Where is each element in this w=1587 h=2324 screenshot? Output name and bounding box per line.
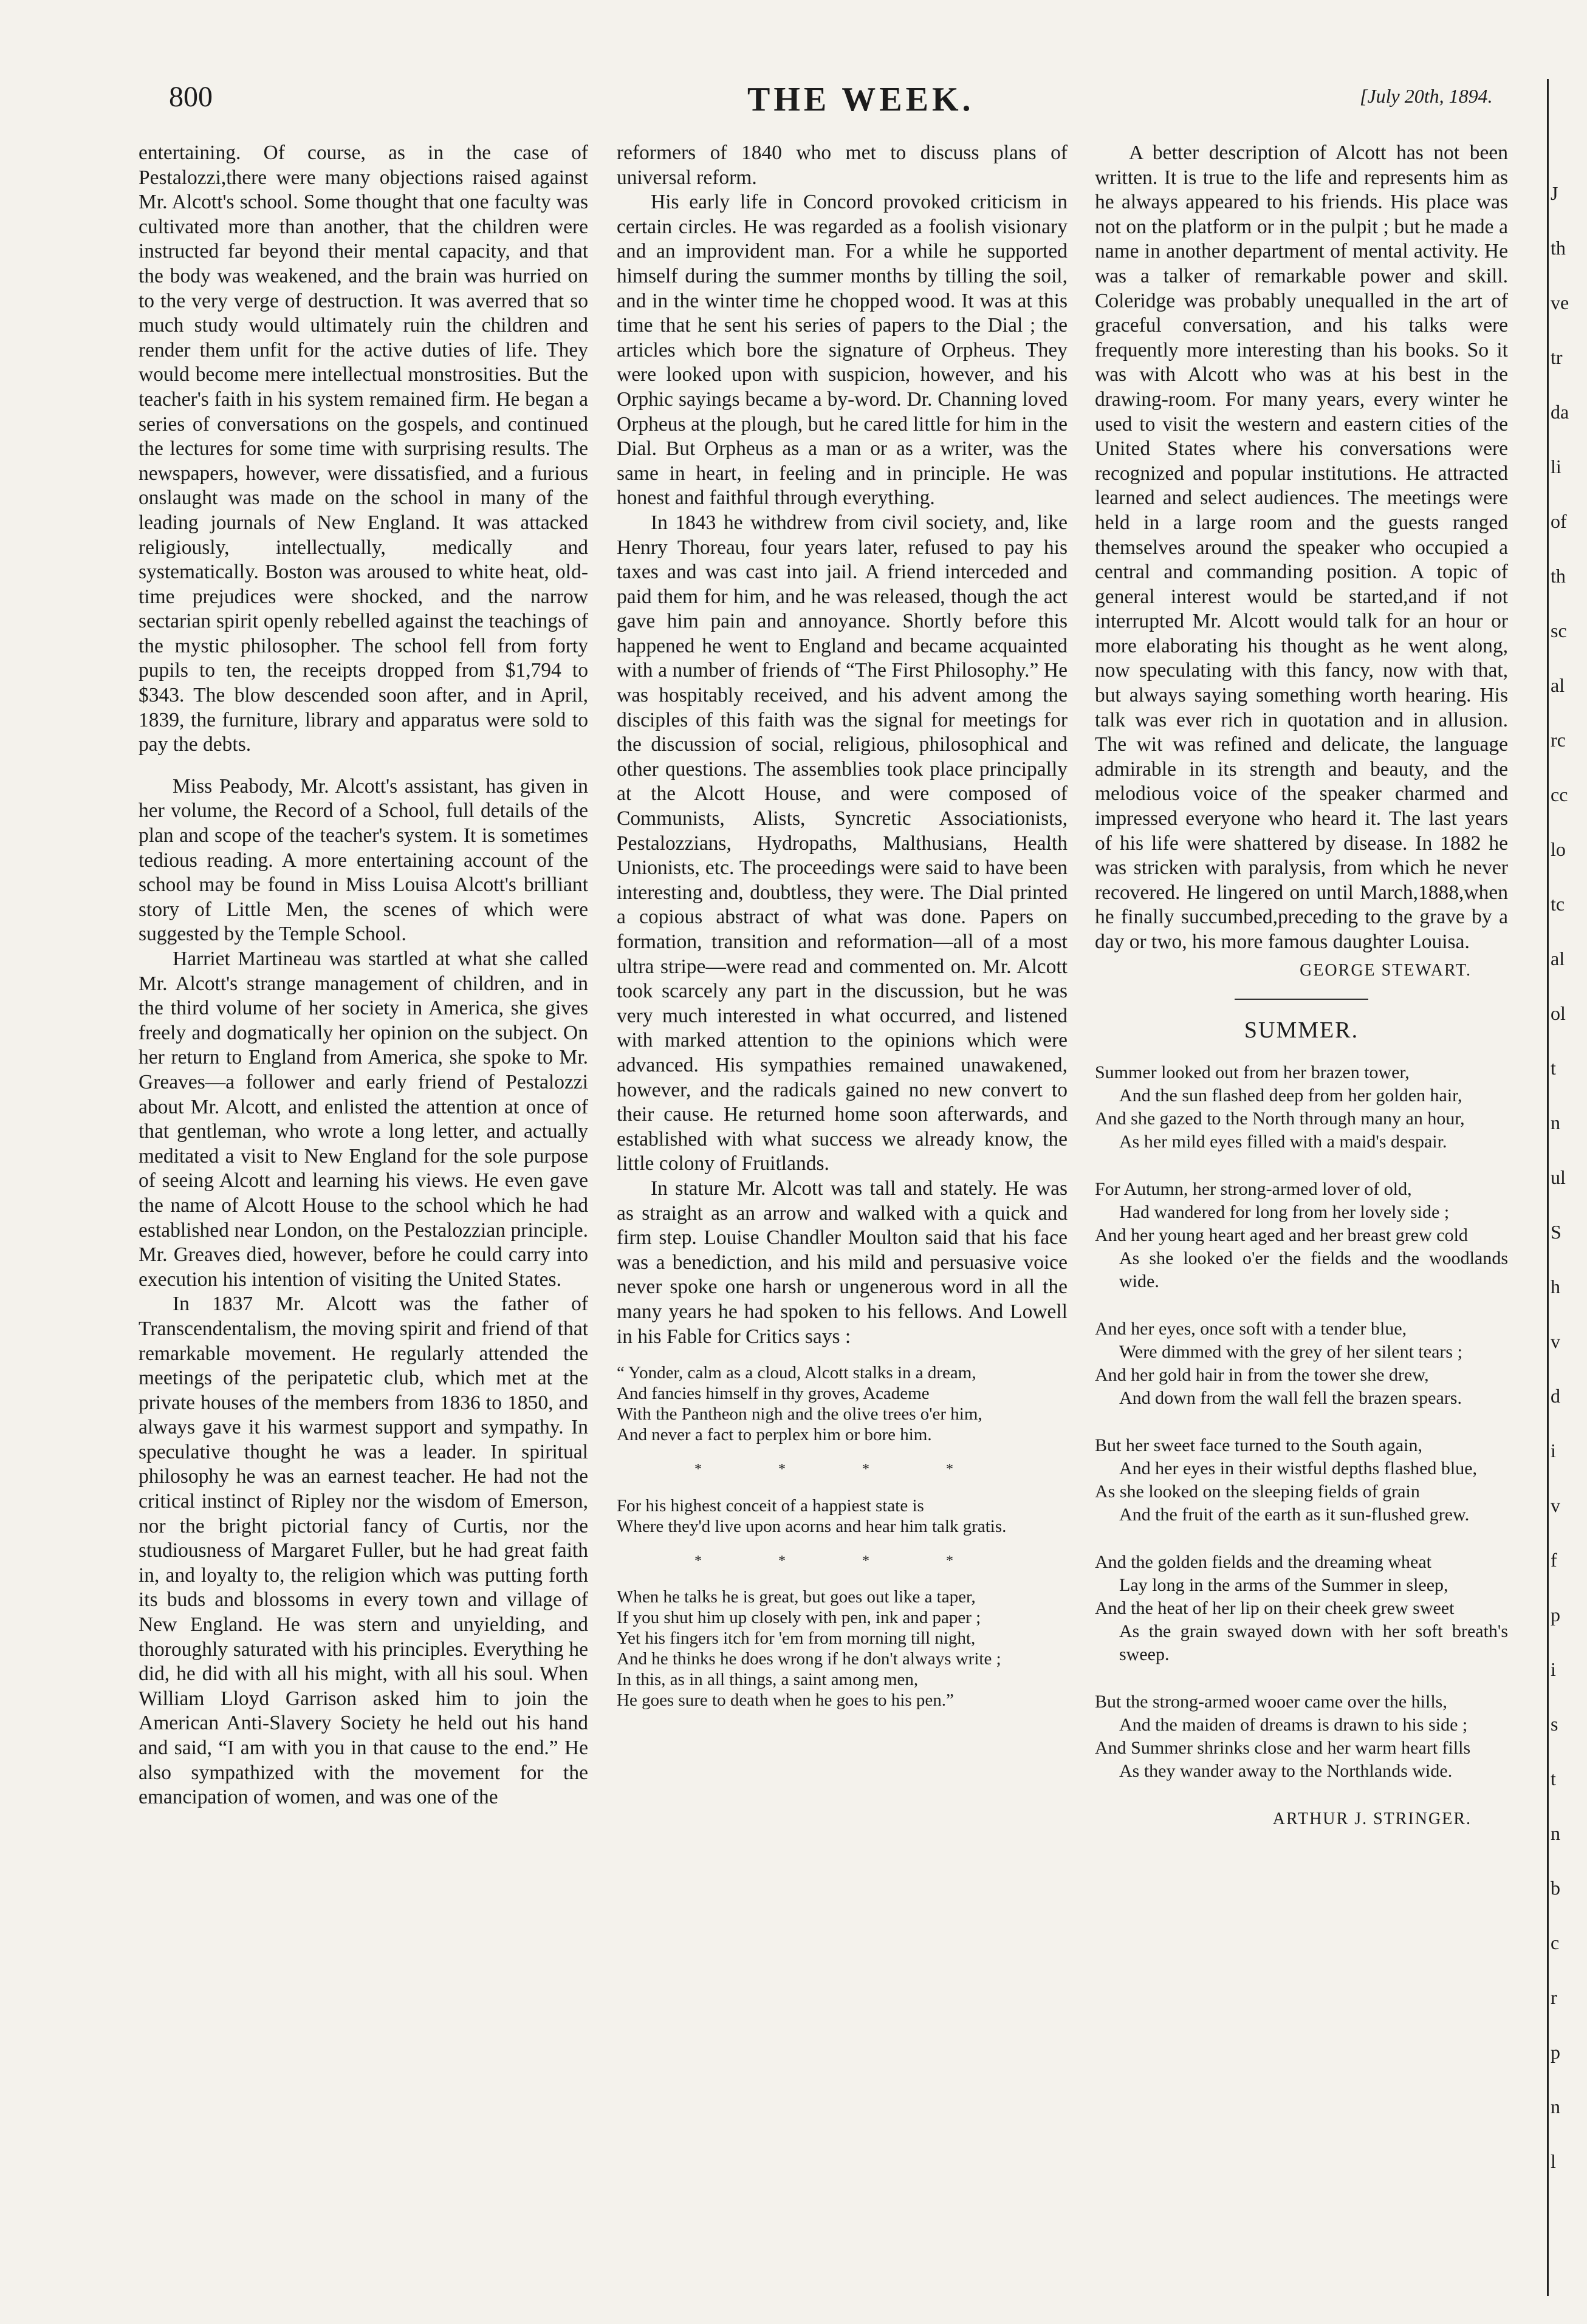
poem-stanza [1095, 1551, 1508, 1666]
column-rule [1547, 79, 1549, 2296]
poem-line: Had wandered for long from her lovely side ; [1119, 1201, 1450, 1222]
verse-line: And fancies himself in thy groves, Academe [617, 1384, 930, 1404]
edge-fragment: d [1551, 1385, 1560, 1407]
poem-stanza [1095, 1690, 1508, 1783]
poem-line: As they wander away to the Northlands wide. [1119, 1760, 1453, 1781]
adjacent-page-edge [1551, 182, 1587, 2247]
edge-fragment: ve [1551, 292, 1569, 313]
poem-line: But her sweet face turned to the South again, [1095, 1435, 1423, 1455]
edge-fragment: i [1551, 1440, 1556, 1461]
poem-line: And her young heart aged and her breast grew cold [1095, 1225, 1468, 1245]
paragraph: In 1837 Mr. Alcott was the father of Transcendentalism, the moving spirit and friend of that remarkable movement. He regularly attended the meetings of the peripatetic club, which met at the private houses of the members from 1836 to 1850, and always gave it his warmest support and sympathy. In speculative thought he was a leader. In spiritual philosophy he was an earnest teacher. He had not the critical instinct of Ripley nor the wisdom of Emerson, nor the bright pictorial fancy of Curtis, nor the studiousness of Margaret Fuller, but he had great faith in, and loyalty to, the religion which was putting forth its buds and blossoms in every town and village of New England. He was stern and unyielding, and thoroughly saturated with his principles. Everything he did, he did with all his might, with all his soul. When William Lloyd Garrison asked him to join the American Anti-Slavery Society he held out his hand and said, “I am with you in that cause to the end.” He also sympathized with the movement for the emancipation of women, and was one of the [139, 1293, 588, 1809]
edge-fragment: J [1551, 182, 1558, 204]
poem-line: And the heat of her lip on their cheek grew sweet [1095, 1598, 1455, 1618]
poem-stanza [1095, 1178, 1508, 1293]
edge-fragment: v [1551, 1494, 1560, 1516]
edge-fragment: rc [1551, 729, 1566, 751]
poem-line: As her mild eyes filled with a maid's despair. [1119, 1131, 1447, 1152]
edge-fragment: b [1551, 1877, 1560, 1899]
column-3 [1095, 141, 1508, 1831]
verse-line: In this, as in all things, a saint among men, [617, 1670, 919, 1690]
verse-line: Yet his fingers itch for 'em from morning till night, [617, 1629, 976, 1649]
edge-fragment: p [1551, 2041, 1560, 2063]
edge-fragment: cc [1551, 784, 1568, 805]
poem-line: As she looked o'er the fields and the woodlands wide. [1119, 1248, 1508, 1291]
column-2 [617, 141, 1068, 1711]
edge-fragment: i [1551, 1658, 1556, 1680]
poem-line: For Autumn, her strong-armed lover of old, [1095, 1178, 1412, 1199]
quoted-verse-1 [617, 1362, 1068, 1445]
edge-fragment: tc [1551, 893, 1565, 915]
poem-line: As she looked on the sleeping fields of grain [1095, 1481, 1420, 1502]
edge-fragment: sc [1551, 620, 1567, 641]
poem-line: And the maiden of dreams is drawn to his side ; [1119, 1714, 1468, 1735]
edge-fragment: of [1551, 510, 1567, 532]
edge-fragment: c [1551, 1932, 1560, 1953]
poem-stanza [1095, 1061, 1508, 1153]
verse-line: With the Pantheon nigh and the olive trees o'er him, [617, 1404, 982, 1424]
edge-fragment: n [1551, 2096, 1560, 2117]
dateline: [July 20th, 1894. [1360, 85, 1493, 107]
page-header [0, 80, 1587, 129]
author-signature: GEORGE STEWART. [1300, 960, 1472, 980]
masthead-title: THE WEEK. [747, 81, 975, 118]
edge-fragment: da [1551, 401, 1569, 423]
poem-line: And her eyes in their wistful depths flashed blue, [1119, 1458, 1478, 1478]
poem-line: Were dimmed with the grey of her silent tears ; [1119, 1341, 1462, 1362]
edge-fragment: f [1551, 1549, 1557, 1571]
paragraph: Harriet Martineau was startled at what she called Mr. Alcott's strange management of children, and in the third volume of her society in America, she gives freely and dogmatically her opinion on the subject. On her return to England from America, she spoke to Mr. Greaves—a follower and early friend of Pestalozzi about Mr. Alcott, and enlisted the attention at once of that gentleman, who wrote a long letter, and actually meditated a visit to New England for the sole purpose of seeing Alcott and learning his views. He even gave the name of Alcott House to the school which he had established near London, on the Pestalozzian principle. Mr. Greaves died, however, before he could carry into execution his intention of visiting the United States. [139, 948, 588, 1291]
edge-fragment: ol [1551, 1002, 1566, 1024]
poem-stanza [1095, 1318, 1508, 1410]
edge-fragment: th [1551, 565, 1566, 587]
poem-line: And the fruit of the earth as it sun-flushed grew. [1119, 1504, 1470, 1525]
edge-fragment: n [1551, 1112, 1560, 1133]
verse-line: He goes sure to death when he goes to his pen.” [617, 1690, 954, 1711]
paragraph: In stature Mr. Alcott was tall and stately. He was as straight as an arrow and walked with a quick and firm step. Louise Chandler Moulton said that his face was a benediction, and his mild and persuasive voice never spoke one harsh or ungenerous word in all the many years he had spoken to his fellows. And Lowell in his Fable for Critics says : [617, 1177, 1068, 1348]
edge-fragment: t [1551, 1057, 1556, 1079]
edge-fragment: al [1551, 948, 1565, 969]
edge-fragment: r [1551, 1986, 1557, 2008]
poem-line: And the golden fields and the dreaming wheat [1095, 1551, 1432, 1572]
poem-line: As the grain swayed down with her soft breath's sweep. [1119, 1621, 1508, 1664]
quoted-verse-2 [617, 1495, 1068, 1537]
quoted-verse-3 [617, 1587, 1068, 1711]
poem-line: Lay long in the arms of the Summer in sleep, [1119, 1574, 1448, 1595]
poem-author-signature: ARTHUR J. STRINGER. [1272, 1809, 1472, 1828]
edge-fragment: ul [1551, 1166, 1566, 1188]
edge-fragment: p [1551, 1604, 1560, 1625]
column-1 [139, 141, 588, 1810]
edge-fragment: t [1551, 1768, 1556, 1789]
poem-line: And she gazed to the North through many an hour, [1095, 1108, 1465, 1129]
verse-line: And he thinks he does wrong if he don't always write ; [617, 1649, 1001, 1669]
edge-fragment: n [1551, 1822, 1560, 1844]
edge-fragment: li [1551, 456, 1561, 477]
verse-line: For his highest conceit of a happiest state is [617, 1495, 924, 1516]
poem-line: And her gold hair in from the tower she drew, [1095, 1364, 1429, 1385]
poem-line: And the sun flashed deep from her golden hair, [1119, 1085, 1462, 1106]
paragraph: entertaining. Of course, as in the case of Pestalozzi,there were many objections raised against Mr. Alcott's school. Some thought that one faculty was cultivated more than another, that the children were instructed far beyond their mental capacity, and that the body was weakened, and the brain was hurried on to the very verge of destruction. It was averred that so much study would ultimately ruin the children and render them unfit for the active duties of life. They would become mere intellectual monstrosities. But the teacher's faith in his system remained firm. He began a series of conversations on the gospels, and continued the lectures for some time with surprising results. The newspapers, however, were dissatisfied, and a furious onslaught was made on the school in many of the leading journals of New England. It was attacked religiously, intellectually, medically and systematically. Boston was aroused to white heat, old-time prejudices were shocked, and the narrow sectarian spirit openly rebelled against the teachings of the mystic philosopher. The school fell from forty pupils to ten, the receipts dropped from $1,794 to $343. The blow descended soon after, and in April, 1839, the furniture, library and apparatus were sold to pay the debts. [139, 142, 588, 756]
asterism: * * * * [694, 1461, 990, 1478]
paragraph: Miss Peabody, Mr. Alcott's assistant, has given in her volume, the Record of a School, full details of the plan and scope of the teacher's system. It is sometimes tedious reading. A more entertaining account of the school may be found in Miss Louisa Alcott's brilliant story of Little Men, the scenes of which were suggested by the Temple School. [139, 774, 588, 946]
poem-line: And her eyes, once soft with a tender blue, [1095, 1318, 1407, 1339]
paragraph: His early life in Concord provoked criticism in certain circles. He was regarded as a foolish visionary and an improvident man. For a while he supported himself during the summer months by tilling the soil, and in the winter time he chopped wood. It was at this time that he sent his series of papers to the Dial ; the articles which bore the signature of Orpheus. They were looked upon with suspicion, however, and his Orphic sayings became a by-word. Dr. Channing loved Orpheus at the plough, but he cared little for him in the Dial. But Orpheus as a man or as a writer, was the same in heart, in feeling and in principle. He was honest and faithful through everything. [617, 191, 1068, 510]
poem-line: And Summer shrinks close and her warm heart fills [1095, 1737, 1471, 1758]
poem-title: SUMMER. [1244, 1017, 1359, 1044]
edge-fragment: tr [1551, 346, 1563, 368]
paragraph: A better description of Alcott has not been written. It is true to the life and represents him as he always appeared to his friends. His place was not on the platform or in the pulpit ; but he made a name in another department of mental activity. He was a talker of remarkable power and skill. Coleridge was probably unequalled in the art of graceful conversation, and his talks were frequently more interesting than his books. So it was with Alcott who was at his best in the drawing-room. For many years, every winter he used to visit the western and eastern cities of the United States where his conversations were recognized and popular institutions. He attracted learned and select audiences. The meetings were held in a large room and the guests ranged themselves around the speaker who occupied a central and commanding position. A topic of general interest would be started,and if not interrupted Mr. Alcott would talk for an hour or more elaborating his thought as he went along, now speculating with this fancy, now with that, but always saying something worth hearing. His talk was ever rich in quotation and in allusion. The wit was refined and delicate, the language admirable in its strength and beauty, and the melodious voice of the speaker charmed and impressed everyone who heard it. The last years of his life were shattered by disease. In 1882 he was stricken with paralysis, from which he never recovered. He lingered on until March,1888,when he finally succumbed,preceding to the grave by a day or two, his more famous daughter Louisa. [1095, 142, 1508, 953]
poem [1095, 1061, 1508, 1783]
verse-line: When he talks he is great, but goes out like a taper, [617, 1587, 976, 1607]
paragraph: reformers of 1840 who met to discuss plans of universal reform. [617, 142, 1068, 189]
page-number: 800 [169, 81, 213, 113]
poem-line: And down from the wall fell the brazen spears. [1119, 1387, 1462, 1408]
asterism: * * * * [694, 1553, 990, 1569]
verse-line: And never a fact to perplex him or bore him. [617, 1425, 932, 1445]
edge-fragment: lo [1551, 838, 1566, 860]
poem-line: But the strong-armed wooer came over the hills, [1095, 1691, 1447, 1712]
edge-fragment: h [1551, 1276, 1560, 1297]
section-divider [1235, 999, 1368, 1000]
poem-line: Summer looked out from her brazen tower, [1095, 1062, 1410, 1082]
verse-line: “ Yonder, calm as a cloud, Alcott stalks in a dream, [617, 1363, 976, 1383]
edge-fragment: l [1551, 2150, 1556, 2172]
edge-fragment: S [1551, 1221, 1561, 1243]
edge-fragment: th [1551, 237, 1566, 259]
paragraph: In 1843 he withdrew from civil society, and, like Henry Thoreau, four years later, refused to pay his taxes and was cast into jail. A friend interceded and paid them for him, and he was released, though the act gave him pain and annoyance. Shortly before this happened he went to England and became acquainted with a number of friends of “The First Philosophy.” He was hospitably received, and his advent among the disciples of this faith was the signal for meetings for the discussion of social, religious, philosophical and other questions. The assemblies took place principally at the Alcott House, and were composed of Communists, Alists, Syncretic Associationists, Pestalozzians, Hydropaths, Malthusians, Health Unionists, etc. The proceedings were said to have been interesting and, doubtless, they were. The Dial printed a copious abstract of what was done. Papers on formation, transition and reformation—all of a most ultra stripe—were read and commented on. Mr. Alcott took scarcely any part in the discussion, but he was very much interested in what occurred, and listened with marked attention to the opinions which were advanced. His sympathies remained unawakened, however, and the radicals gained no new convert to their cause. He returned home soon afterwards, and established with what success we already know, the little colony of Fruitlands. [617, 511, 1068, 1175]
poem-stanza [1095, 1434, 1508, 1526]
verse-line: If you shut him up closely with pen, ink and paper ; [617, 1608, 981, 1628]
verse-line: Where they'd live upon acorns and hear him talk gratis. [617, 1516, 1007, 1536]
edge-fragment: al [1551, 674, 1565, 696]
edge-fragment: s [1551, 1713, 1558, 1735]
edge-fragment: v [1551, 1330, 1560, 1352]
